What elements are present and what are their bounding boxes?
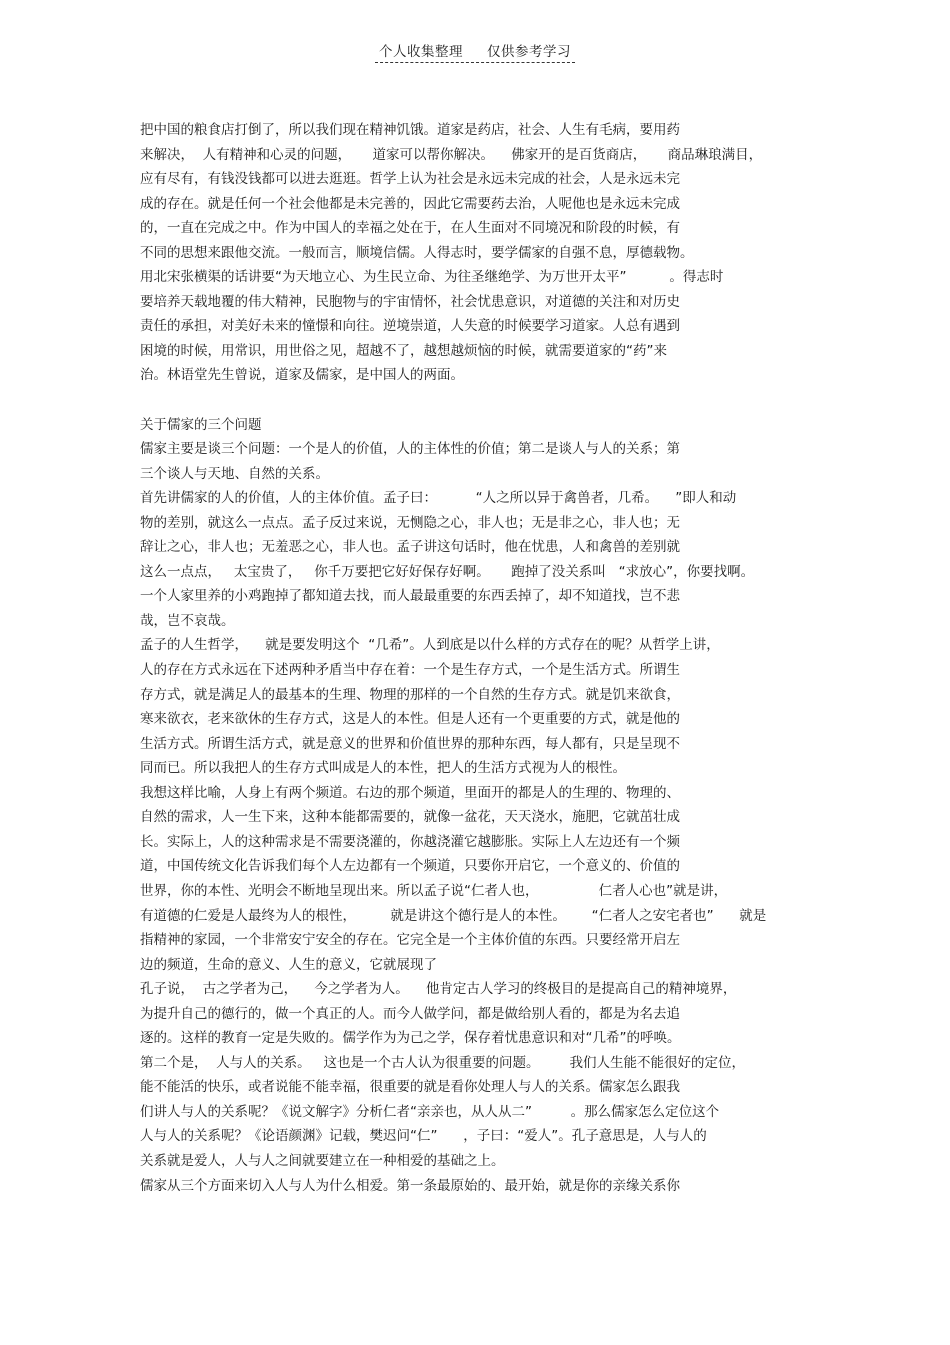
text-line: 有道德的仁爱是人最终为人的根性， 就是讲这个德行是人的本性。 “仁者人之安宅者也” 就是 (140, 907, 767, 924)
text-line: 关于儒家的三个问题 (140, 416, 262, 433)
header-right-text: 仅供参考学习 (487, 44, 571, 60)
text-line: 用北宋张横渠的话讲要“为天地立心、为生民立命、为往圣继绝学、为万世开太平” 。得志时 (140, 269, 724, 286)
header-underline (375, 40, 575, 63)
text-line: 为提升自己的德行的，做一个真正的人。而今人做学问，都是做给别人看的，都是为名去追 (140, 1005, 680, 1022)
text-line: 逐的。这样的教育一定是失败的。儒学作为为己之学，保存着忧患意识和对“几希”的呼唤。 (140, 1030, 681, 1047)
text-line: 一个人家里养的小鸡跑掉了都知道去找，而人最最重要的东西丢掉了，却不知道找，岂不悲 (140, 588, 680, 605)
document-body (140, 118, 820, 1198)
text-line: 三个谈人与天地、自然的关系。 (140, 465, 329, 482)
text-line: 的，一直在完成之中。作为中国人的幸福之处在于，在人生面对不同境况和阶段的时候，有 (140, 220, 680, 237)
text-line: 寒来欲衣，老来欲休的生存方式，这是人的本性。但是人还有一个更重要的方式，就是他的 (140, 711, 680, 728)
text-line: 关系就是爱人，人与人之间就要建立在一种相爱的基础之上。 (140, 1152, 505, 1169)
text-line: 儒家主要是谈三个问题：一个是人的价值，人的主体性的价值；第二是谈人与人的关系；第 (140, 441, 680, 458)
text-line: 物的差别，就这么一点点。孟子反过来说，无恻隐之心，非人也；无是非之心，非人也；无 (140, 514, 680, 531)
text-line: 这么一点点， 太宝贵了， 你千万要把它好好保存好啊。 跑掉了没关系叫 “求放心”，你要找啊。 (140, 563, 755, 580)
text-line: 要培养天载地覆的伟大精神，民胞物与的宇宙情怀，社会忧患意识，对道德的关注和对历史 (140, 293, 680, 310)
text-line: 我想这样比喻，人身上有两个频道。右边的那个频道，里面开的都是人的生理的、物理的、 (140, 784, 680, 801)
header-left-text: 个人收集整理 (379, 44, 463, 60)
text-line: 困境的时候，用常识，用世俗之见，超越不了，越想越烦恼的时候，就需要道家的“药”来 (140, 342, 667, 359)
text-line: 治。林语堂先生曾说，道家及儒家，是中国人的两面。 (140, 367, 464, 384)
text-line: 孟子的人生哲学， 就是要发明这个 “几希”。人到底是以什么样的方式存在的呢？从哲学上讲， (140, 637, 720, 654)
text-line: 道，中国传统文化告诉我们每个人左边都有一个频道，只要你开启它，一个意义的、价值的 (140, 858, 680, 875)
text-line: 边的频道，生命的意义、人生的意义，它就展现了 (140, 956, 437, 973)
text-line: 把中国的粮食店打倒了，所以我们现在精神饥饿。道家是药店，社会、人生有毛病，要用药 (140, 122, 680, 138)
text-line: 首先讲儒家的人的价值，人的主体价值。孟子曰： “人之所以异于禽兽者，几希。 ”即人和动 (140, 490, 737, 507)
text-line: 存方式，就是满足人的最基本的生理、物理的那样的一个自然的生存方式。就是饥来欲食， (140, 686, 680, 703)
blank-line (140, 388, 820, 413)
text-line: 不同的思想来跟他交流。一般而言，顺境信儒。人得志时，要学儒家的自强不息，厚德载物。 (140, 244, 694, 261)
text-line: 人与人的关系呢？《论语颜渊》记载，樊迟问“仁” ，子曰：“爱人”。孔子意思是，人与人的 (140, 1128, 707, 1145)
text-line: 人的存在方式永远在下述两种矛盾当中存在着：一个是生存方式，一个是生活方式。所谓生 (140, 662, 680, 679)
text-line: 们讲人与人的关系呢？《说文解字》分析仁者“亲亲也，从人从二” 。那么儒家怎么定位这个 (140, 1103, 720, 1120)
page-header (0, 40, 950, 63)
text-line: 长。实际上，人的这种需求是不需要浇灌的，你越浇灌它越膨胀。实际上人左边还有一个频 (140, 833, 680, 850)
text-line: 哉，岂不哀哉。 (140, 612, 235, 629)
text-line: 辞让之心，非人也；无羞恶之心，非人也。孟子讲这句话时，他在忧患，人和禽兽的差别就 (140, 539, 680, 556)
text-line: 成的存在。就是任何一个社会他都是未完善的，因此它需要药去治，人呢他也是永远未完成 (140, 195, 680, 212)
text-line: 能不能活的快乐，或者说能不能幸福，很重要的就是看你处理人与人的关系。儒家怎么跟我 (140, 1079, 680, 1096)
text-line: 第二个是， 人与人的关系。 这也是一个古人认为很重要的问题。 我们人生能不能很好的定位， (140, 1054, 745, 1071)
text-line: 责任的承担，对美好未来的憧憬和向往。逆境崇道，人失意的时候要学习道家。人总有遇到 (140, 318, 680, 335)
text-line: 自然的需求，人一生下来，这种本能都需要的，就像一盆花，天天浇水，施肥，它就茁壮成 (140, 809, 680, 826)
text-line: 同而已。所以我把人的生存方式叫成是人的本性，把人的生活方式视为人的根性。 (140, 760, 626, 777)
text-line: 世界，你的本性、光明会不断地呈现出来。所以孟子说“仁者人也， 仁者人心也”就是讲， (140, 882, 728, 899)
text-line: 来解决， 人有精神和心灵的问题， 道家可以帮你解决。 佛家开的是百货商店， 商品琳琅满目， (140, 146, 763, 163)
text-line: 指精神的家园，一个非常安宁安全的存在。它完全是一个主体价值的东西。只要经常开启左 (140, 932, 680, 949)
text-line: 应有尽有，有钱没钱都可以进去逛逛。哲学上认为社会是永远未完成的社会，人是永远未完 (140, 171, 680, 188)
text-line: 生活方式。所谓生活方式，就是意义的世界和价值世界的那种东西，每人都有，只是呈现不 (140, 735, 680, 752)
text-line: 儒家从三个方面来切入人与人为什么相爱。第一条最原始的、最开始，就是你的亲缘关系你 (140, 1177, 680, 1194)
text-line: 孔子说， 古之学者为己， 今之学者为人。 他肯定古人学习的终极目的是提高自己的精神境界， (140, 981, 737, 998)
